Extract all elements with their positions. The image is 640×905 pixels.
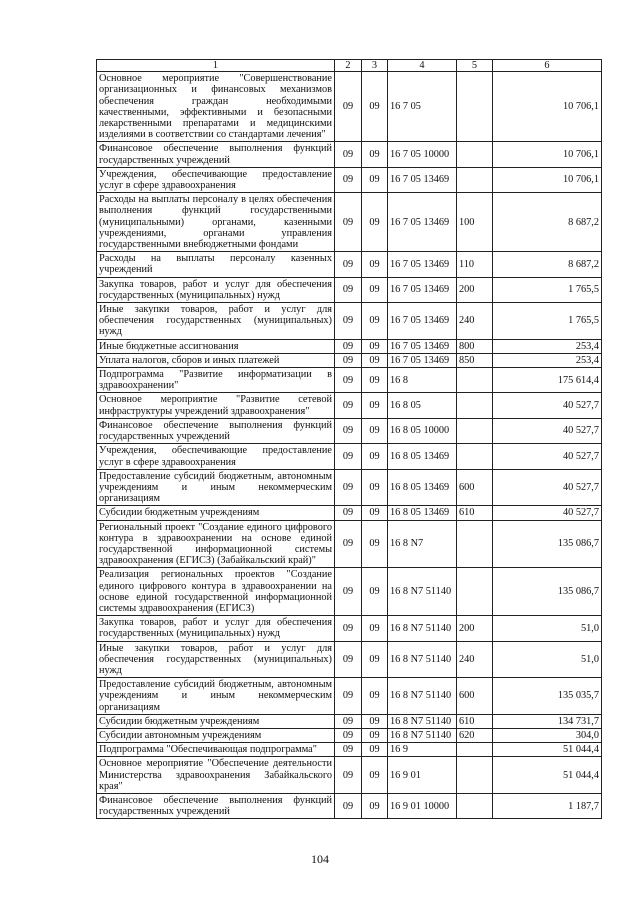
row-subsection: 09 <box>362 368 388 393</box>
table-row <box>97 506 602 520</box>
row-subsection: 09 <box>362 353 388 367</box>
table-row <box>97 743 602 757</box>
row-section: 09 <box>335 368 362 393</box>
table-row <box>97 167 602 192</box>
header-col-2: 2 <box>335 60 362 72</box>
row-subsection: 09 <box>362 167 388 192</box>
row-amount: 51 044,4 <box>493 757 602 794</box>
row-name: Иные закупки товаров, работ и услуг для обеспечения государственных (муниципальных) нужд <box>97 303 335 340</box>
row-amount: 40 527,7 <box>493 418 602 443</box>
row-amount: 51 044,4 <box>493 743 602 757</box>
row-target-article: 16 8 N7 51140 <box>388 616 457 641</box>
row-subsection: 09 <box>362 418 388 443</box>
row-amount: 135 035,7 <box>493 678 602 715</box>
row-name: Основное мероприятие "Совершенствование организационных и финансовых механизмов обеспечения граждан необходимыми качественными, эффективными и безопасными лекарственными препаратами и медицинскими изделиями в соответствии со стандартами лечения" <box>97 72 335 142</box>
row-expense-type <box>457 757 493 794</box>
row-expense-type: 600 <box>457 469 493 506</box>
row-name: Основное мероприятие "Развитие сетевой инфраструктуры учреждений здравоохранения" <box>97 393 335 418</box>
row-target-article: 16 8 N7 51140 <box>388 678 457 715</box>
row-amount: 1 187,7 <box>493 793 602 818</box>
row-expense-type: 200 <box>457 616 493 641</box>
row-expense-type: 200 <box>457 277 493 302</box>
table-row <box>97 393 602 418</box>
row-subsection: 09 <box>362 793 388 818</box>
row-amount: 134 731,7 <box>493 714 602 728</box>
row-subsection: 09 <box>362 520 388 568</box>
row-expense-type <box>457 520 493 568</box>
row-name: Субсидии бюджетным учреждениям <box>97 506 335 520</box>
row-target-article: 16 9 01 10000 <box>388 793 457 818</box>
row-subsection: 09 <box>362 393 388 418</box>
row-subsection: 09 <box>362 142 388 167</box>
row-expense-type <box>457 393 493 418</box>
table-row <box>97 678 602 715</box>
row-subsection: 09 <box>362 339 388 353</box>
row-section: 09 <box>335 714 362 728</box>
row-subsection: 09 <box>362 714 388 728</box>
row-target-article: 16 8 05 <box>388 393 457 418</box>
row-section: 09 <box>335 252 362 277</box>
row-section: 09 <box>335 743 362 757</box>
row-subsection: 09 <box>362 193 388 252</box>
table-row <box>97 252 602 277</box>
header-col-1: 1 <box>97 60 335 72</box>
row-expense-type: 110 <box>457 252 493 277</box>
row-target-article: 16 8 N7 51140 <box>388 641 457 678</box>
row-subsection: 09 <box>362 568 388 616</box>
table-row <box>97 616 602 641</box>
row-amount: 40 527,7 <box>493 444 602 469</box>
row-name: Подпрограмма "Обеспечивающая подпрограмма" <box>97 743 335 757</box>
row-expense-type <box>457 793 493 818</box>
row-target-article: 16 8 N7 <box>388 520 457 568</box>
row-name: Уплата налогов, сборов и иных платежей <box>97 353 335 367</box>
row-name: Расходы на выплаты персоналу в целях обеспечения выполнения функций государственными (муниципальными) органами, казенными учреждениями, органами управления государственными внебюджетными фондами <box>97 193 335 252</box>
row-name: Предоставление субсидий бюджетным, автономным учреждениям и иным некоммерческим организациям <box>97 678 335 715</box>
row-target-article: 16 7 05 13469 <box>388 277 457 302</box>
row-section: 09 <box>335 277 362 302</box>
row-expense-type <box>457 743 493 757</box>
row-target-article: 16 8 N7 51140 <box>388 714 457 728</box>
row-name: Региональный проект "Создание единого цифрового контура в здравоохранении на основе единой государственной информационной системы здравоохранения (ЕГИСЗ) (Забайкальский край)" <box>97 520 335 568</box>
row-section: 09 <box>335 193 362 252</box>
row-section: 09 <box>335 444 362 469</box>
table-row <box>97 418 602 443</box>
budget-table <box>96 59 602 819</box>
row-name: Учреждения, обеспечивающие предоставление услуг в сфере здравоохранения <box>97 444 335 469</box>
row-amount: 10 706,1 <box>493 72 602 142</box>
row-amount: 40 527,7 <box>493 469 602 506</box>
row-section: 09 <box>335 167 362 192</box>
table-row <box>97 469 602 506</box>
row-amount: 40 527,7 <box>493 506 602 520</box>
row-amount: 1 765,5 <box>493 303 602 340</box>
row-amount: 8 687,2 <box>493 193 602 252</box>
row-target-article: 16 7 05 10000 <box>388 142 457 167</box>
row-target-article: 16 8 N7 51140 <box>388 568 457 616</box>
row-name: Иные бюджетные ассигнования <box>97 339 335 353</box>
header-col-6: 6 <box>493 60 602 72</box>
row-expense-type: 600 <box>457 678 493 715</box>
row-name: Реализация региональных проектов "Создание единого цифрового контура в здравоохранении на основе единой государственной информационной системы здравоохранения (ЕГИСЗ) <box>97 568 335 616</box>
row-target-article: 16 7 05 13469 <box>388 193 457 252</box>
row-target-article: 16 9 <box>388 743 457 757</box>
row-subsection: 09 <box>362 303 388 340</box>
row-amount: 10 706,1 <box>493 142 602 167</box>
row-amount: 51,0 <box>493 616 602 641</box>
row-amount: 253,4 <box>493 353 602 367</box>
row-target-article: 16 7 05 <box>388 72 457 142</box>
row-name: Иные закупки товаров, работ и услуг для обеспечения государственных (муниципальных) нужд <box>97 641 335 678</box>
row-amount: 40 527,7 <box>493 393 602 418</box>
row-expense-type <box>457 72 493 142</box>
row-expense-type: 100 <box>457 193 493 252</box>
row-amount: 10 706,1 <box>493 167 602 192</box>
page-number: 104 <box>311 852 329 866</box>
row-target-article: 16 8 <box>388 368 457 393</box>
row-expense-type: 850 <box>457 353 493 367</box>
row-section: 09 <box>335 393 362 418</box>
table-row <box>97 728 602 742</box>
row-amount: 51,0 <box>493 641 602 678</box>
table-row <box>97 793 602 818</box>
row-name: Предоставление субсидий бюджетным, автономным учреждениям и иным некоммерческим организациям <box>97 469 335 506</box>
row-section: 09 <box>335 469 362 506</box>
row-name: Субсидии бюджетным учреждениям <box>97 714 335 728</box>
row-expense-type: 240 <box>457 641 493 678</box>
row-expense-type: 610 <box>457 714 493 728</box>
row-expense-type <box>457 368 493 393</box>
row-name: Закупка товаров, работ и услуг для обеспечения государственных (муниципальных) нужд <box>97 616 335 641</box>
row-subsection: 09 <box>362 252 388 277</box>
row-section: 09 <box>335 353 362 367</box>
row-subsection: 09 <box>362 277 388 302</box>
row-name: Основное мероприятие "Обеспечение деятельности Министерства здравоохранения Забайкальского края" <box>97 757 335 794</box>
row-subsection: 09 <box>362 469 388 506</box>
table-row <box>97 641 602 678</box>
table-row <box>97 368 602 393</box>
row-amount: 8 687,2 <box>493 252 602 277</box>
table-row <box>97 714 602 728</box>
row-name: Закупка товаров, работ и услуг для обеспечения государственных (муниципальных) нужд <box>97 277 335 302</box>
row-section: 09 <box>335 793 362 818</box>
table-row <box>97 339 602 353</box>
row-section: 09 <box>335 506 362 520</box>
row-subsection: 09 <box>362 678 388 715</box>
table-row <box>97 72 602 142</box>
row-target-article: 16 8 05 13469 <box>388 444 457 469</box>
budget-sheet <box>96 59 601 819</box>
row-expense-type <box>457 568 493 616</box>
row-subsection: 09 <box>362 728 388 742</box>
row-name: Подпрограмма "Развитие информатизации в здравоохранении" <box>97 368 335 393</box>
row-expense-type: 610 <box>457 506 493 520</box>
row-target-article: 16 9 01 <box>388 757 457 794</box>
row-section: 09 <box>335 678 362 715</box>
row-section: 09 <box>335 339 362 353</box>
row-section: 09 <box>335 303 362 340</box>
header-col-5: 5 <box>457 60 493 72</box>
header-col-3: 3 <box>362 60 388 72</box>
row-subsection: 09 <box>362 616 388 641</box>
row-subsection: 09 <box>362 506 388 520</box>
row-name: Финансовое обеспечение выполнения функций государственных учреждений <box>97 142 335 167</box>
row-amount: 253,4 <box>493 339 602 353</box>
row-expense-type <box>457 142 493 167</box>
row-amount: 175 614,4 <box>493 368 602 393</box>
table-row <box>97 277 602 302</box>
header-col-4: 4 <box>388 60 457 72</box>
row-target-article: 16 7 05 13469 <box>388 339 457 353</box>
row-name: Субсидии автономным учреждениям <box>97 728 335 742</box>
row-subsection: 09 <box>362 72 388 142</box>
row-expense-type <box>457 167 493 192</box>
table-row <box>97 193 602 252</box>
row-section: 09 <box>335 757 362 794</box>
row-section: 09 <box>335 520 362 568</box>
row-section: 09 <box>335 418 362 443</box>
table-row <box>97 757 602 794</box>
row-name: Расходы на выплаты персоналу казенных учреждений <box>97 252 335 277</box>
row-target-article: 16 7 05 13469 <box>388 167 457 192</box>
table-row <box>97 520 602 568</box>
row-section: 09 <box>335 142 362 167</box>
row-section: 09 <box>335 72 362 142</box>
row-section: 09 <box>335 616 362 641</box>
row-subsection: 09 <box>362 743 388 757</box>
row-name: Финансовое обеспечение выполнения функций государственных учреждений <box>97 793 335 818</box>
row-expense-type <box>457 418 493 443</box>
row-target-article: 16 7 05 13469 <box>388 303 457 340</box>
row-name: Финансовое обеспечение выполнения функций государственных учреждений <box>97 418 335 443</box>
row-subsection: 09 <box>362 641 388 678</box>
table-row <box>97 568 602 616</box>
row-amount: 135 086,7 <box>493 568 602 616</box>
row-target-article: 16 7 05 13469 <box>388 353 457 367</box>
table-row <box>97 142 602 167</box>
row-section: 09 <box>335 641 362 678</box>
row-amount: 304,0 <box>493 728 602 742</box>
table-row <box>97 303 602 340</box>
row-amount: 135 086,7 <box>493 520 602 568</box>
row-subsection: 09 <box>362 757 388 794</box>
row-amount: 1 765,5 <box>493 277 602 302</box>
row-section: 09 <box>335 728 362 742</box>
table-row <box>97 353 602 367</box>
row-section: 09 <box>335 568 362 616</box>
row-target-article: 16 8 05 10000 <box>388 418 457 443</box>
row-expense-type <box>457 444 493 469</box>
row-target-article: 16 8 N7 51140 <box>388 728 457 742</box>
row-subsection: 09 <box>362 444 388 469</box>
header-row <box>97 60 602 72</box>
row-expense-type: 240 <box>457 303 493 340</box>
row-name: Учреждения, обеспечивающие предоставление услуг в сфере здравоохранения <box>97 167 335 192</box>
table-body <box>97 72 602 819</box>
row-expense-type: 620 <box>457 728 493 742</box>
row-target-article: 16 8 05 13469 <box>388 469 457 506</box>
row-target-article: 16 8 05 13469 <box>388 506 457 520</box>
table-row <box>97 444 602 469</box>
row-expense-type: 800 <box>457 339 493 353</box>
row-target-article: 16 7 05 13469 <box>388 252 457 277</box>
